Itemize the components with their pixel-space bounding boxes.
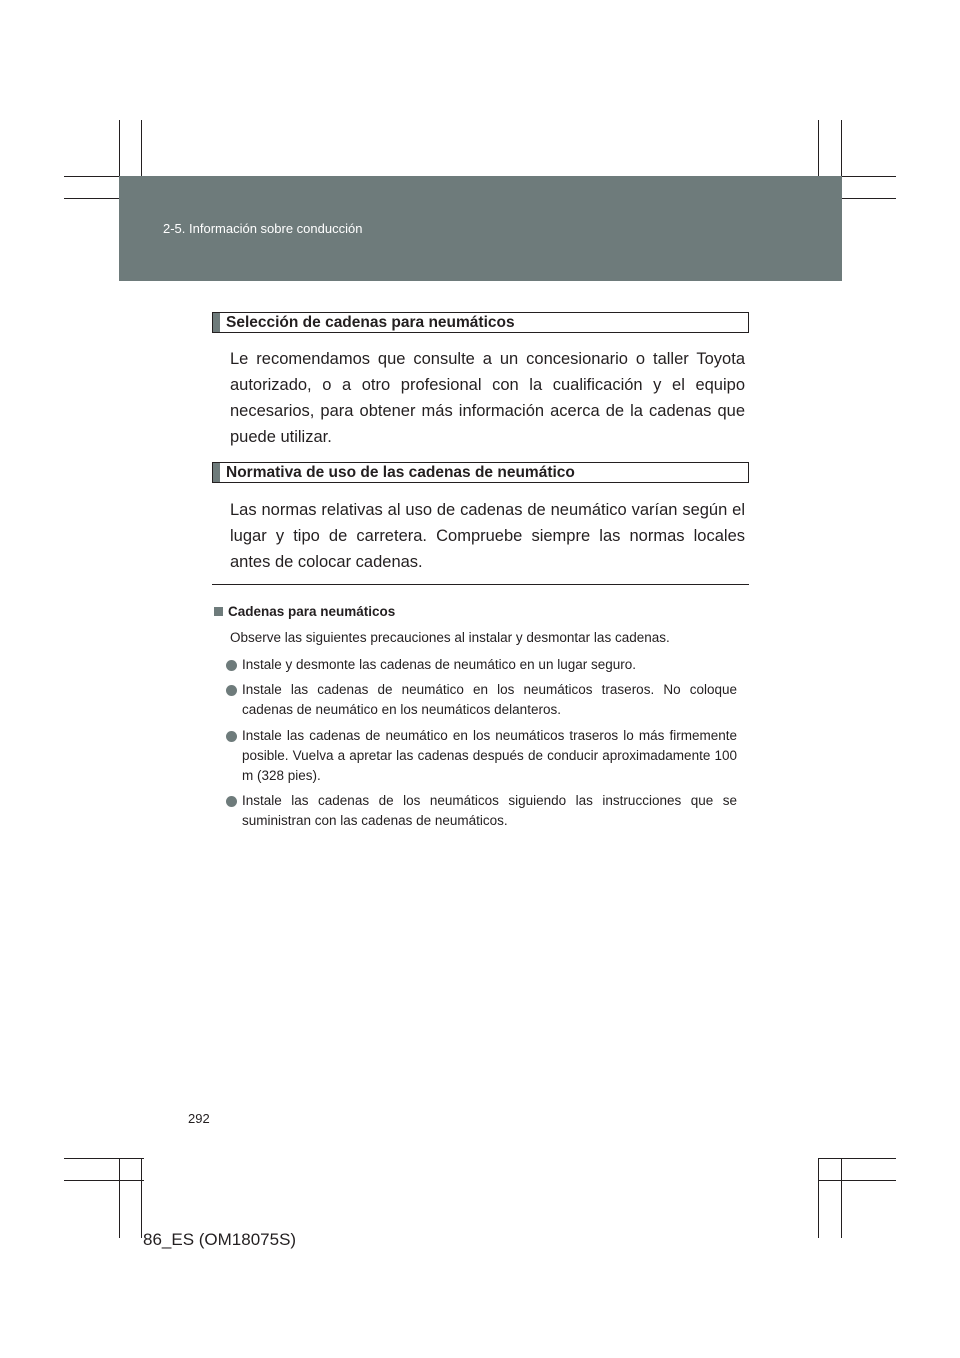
crop-mark bbox=[64, 1158, 144, 1159]
section-heading-text: Selección de cadenas para neumáticos bbox=[226, 314, 515, 331]
circle-bullet-icon bbox=[226, 660, 237, 671]
list-item-text: Instale las cadenas de neumático en los neumáticos traseros. No coloque cadenas de neumático en los neumáticos delanteros. bbox=[242, 682, 737, 717]
section-body: Las normas relativas al uso de cadenas de neumático varían según el lugar y tipo de carretera. Compruebe siempre las normas locales antes de colocar cadenas. bbox=[230, 501, 745, 571]
square-bullet-icon bbox=[214, 607, 223, 616]
list-item bbox=[226, 726, 737, 786]
heading-accent-bar bbox=[213, 313, 220, 332]
document-code: 86_ES (OM18075S) bbox=[143, 1230, 297, 1249]
list-item-text: Instale las cadenas de neumático en los neumáticos traseros lo más firmemente posible. Vuelva a apretar las cadenas después de conducir aproximadamente 100 m (328 pies). bbox=[242, 728, 737, 783]
divider bbox=[212, 584, 749, 585]
section-label: 2-5. Información sobre conducción bbox=[163, 221, 363, 236]
section-body: Le recomendamos que consulte a un concesionario o taller Toyota autorizado, o a otro profesional con la cualificación y el equipo necesarios, para obtener más información acerca de la cadenas que puede utilizar. bbox=[230, 350, 745, 446]
list-item bbox=[226, 791, 737, 831]
circle-bullet-icon bbox=[226, 796, 237, 807]
page-number: 292 bbox=[188, 1111, 210, 1126]
list-item-text: Instale y desmonte las cadenas de neumático en un lugar seguro. bbox=[242, 657, 636, 672]
crop-mark bbox=[64, 1180, 144, 1181]
note-intro: Observe las siguientes precauciones al instalar y desmontar las cadenas. bbox=[230, 630, 670, 645]
circle-bullet-icon bbox=[226, 685, 237, 696]
section-heading-chain-regulations bbox=[212, 462, 749, 483]
section-heading-text: Normativa de uso de las cadenas de neumático bbox=[226, 464, 575, 481]
crop-mark bbox=[119, 1158, 120, 1238]
heading-accent-bar bbox=[213, 463, 220, 482]
section-heading-tire-chain-selection bbox=[212, 312, 749, 333]
crop-mark bbox=[141, 1158, 142, 1238]
crop-mark bbox=[841, 1158, 842, 1238]
list-item-text: Instale las cadenas de los neumáticos siguiendo las instrucciones que se suministran con las cadenas de neumáticos. bbox=[242, 793, 737, 828]
note-title-text: Cadenas para neumáticos bbox=[228, 604, 396, 619]
crop-mark bbox=[818, 1180, 896, 1181]
note-title bbox=[214, 603, 395, 621]
list-item bbox=[226, 655, 737, 675]
circle-bullet-icon bbox=[226, 731, 237, 742]
list-item bbox=[226, 680, 737, 720]
crop-mark bbox=[818, 1158, 896, 1159]
crop-mark bbox=[818, 1158, 819, 1238]
